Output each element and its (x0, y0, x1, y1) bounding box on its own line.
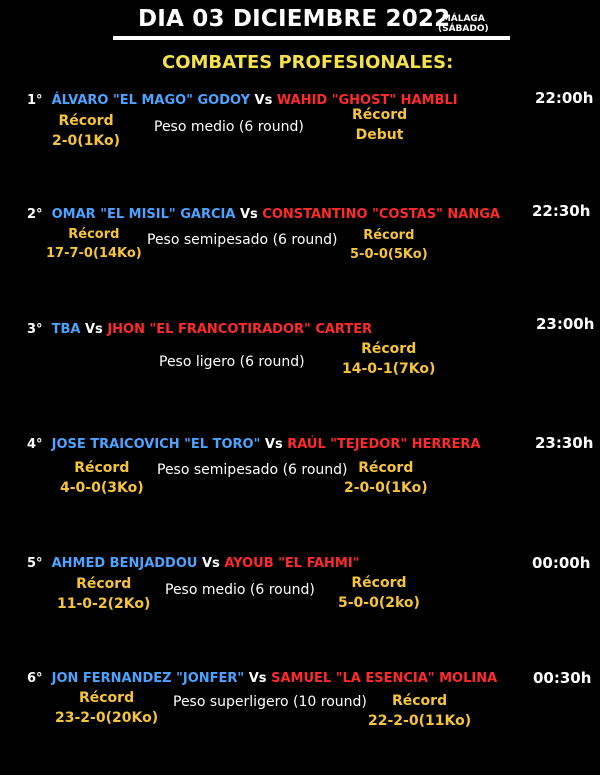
fighter-a-name: JOSE TRAICOVICH "EL TORO" (51, 437, 261, 452)
fight-5-weight-class: Peso medio (6 round) (165, 582, 315, 598)
fighter-a-name: TBA (51, 322, 81, 337)
fight-number: 3° (27, 322, 43, 337)
record-label: Récord (58, 113, 114, 129)
fight-number: 6° (27, 671, 43, 686)
vs-label: Vs (248, 671, 267, 686)
fight-2-record-a (46, 225, 142, 263)
fight-2-record-b (350, 226, 428, 264)
fight-4-weight-class: Peso semipesado (6 round) (157, 462, 348, 478)
record-label: Récord (76, 576, 132, 592)
fighter-b-name: AYOUB "EL FAHMI" (224, 556, 360, 571)
record-value: 17-7-0(14Ko) (46, 246, 142, 261)
fighter-b-name: CONSTANTINO "COSTAS" NANGA (262, 207, 500, 222)
fighter-b-name: RAÚL "TEJEDOR" HERRERA (287, 437, 481, 452)
fight-6-time: 00:30h (533, 669, 592, 687)
fighter-b-name: JHON "EL FRANCOTIRADOR" CARTER (107, 322, 373, 337)
record-value: 23-2-0(20Ko) (55, 710, 159, 726)
fight-4-record-a (60, 458, 144, 498)
fight-1-record-a (52, 111, 120, 151)
fight-5-time: 00:00h (532, 554, 591, 572)
record-value: Debut (355, 127, 404, 143)
fight-1-time: 22:00h (535, 89, 594, 107)
record-label: Récord (363, 228, 415, 243)
fight-6-record-a (55, 688, 158, 728)
fight-2-matchup (27, 207, 500, 222)
fight-3-record-b (342, 339, 435, 379)
fight-6-weight-class: Peso superligero (10 round) (173, 694, 367, 710)
vs-label: Vs (239, 207, 258, 222)
record-label: Récord (351, 575, 407, 591)
fight-2-weight-class: Peso semipesado (6 round) (147, 232, 338, 248)
vs-label: Vs (254, 93, 273, 108)
fight-2-time: 22:30h (532, 202, 591, 220)
event-city: MÁLAGA (441, 14, 485, 24)
fight-1-record-b (352, 105, 407, 145)
fight-4-matchup (27, 437, 480, 452)
record-value: 14-0-1(7Ko) (342, 361, 436, 377)
record-value: 5-0-0(2ko) (338, 595, 420, 611)
record-value: 11-0-2(2Ko) (57, 596, 151, 612)
vs-label: Vs (264, 437, 283, 452)
record-label: Récord (352, 107, 408, 123)
vs-label: Vs (201, 556, 220, 571)
fight-4-record-b (344, 458, 428, 498)
title-underline (113, 36, 510, 40)
fight-1-weight-class: Peso medio (6 round) (154, 119, 304, 135)
fight-number: 5° (27, 556, 43, 571)
fight-4-time: 23:30h (535, 434, 594, 452)
fighter-a-name: OMAR "EL MISIL" GARCIA (51, 207, 236, 222)
event-location (438, 14, 489, 34)
record-label: Récord (78, 690, 135, 706)
record-value: 2-0(1Ko) (52, 133, 121, 149)
event-weekday: (SÁBADO) (438, 24, 489, 34)
fight-3-weight-class: Peso ligero (6 round) (159, 354, 305, 370)
fight-3-time: 23:00h (536, 315, 595, 333)
fighter-b-name: SAMUEL "LA ESENCIA" MOLINA (271, 671, 498, 686)
record-label: Récord (74, 460, 130, 476)
fighter-b-name: WAHID "GHOST" HAMBLI (276, 93, 458, 108)
vs-label: Vs (84, 322, 103, 337)
fight-3-matchup (27, 322, 372, 337)
record-label: Récord (391, 693, 448, 709)
record-value: 4-0-0(3Ko) (60, 480, 144, 496)
record-label: Récord (358, 460, 414, 476)
fight-5-record-a (57, 574, 150, 614)
fight-number: 4° (27, 437, 43, 452)
fighter-a-name: AHMED BENJADDOU (51, 556, 198, 571)
record-label: Récord (68, 227, 120, 242)
fight-number: 1° (27, 93, 43, 108)
record-value: 2-0-0(1Ko) (344, 480, 428, 496)
fight-number: 2° (27, 207, 43, 222)
fight-5-record-b (338, 573, 420, 613)
record-label: Récord (361, 341, 417, 357)
fight-5-matchup (27, 556, 359, 571)
section-subtitle: COMBATES PROFESIONALES: (162, 52, 454, 73)
record-value: 22-2-0(11Ko) (368, 713, 472, 729)
record-value: 5-0-0(5Ko) (350, 247, 428, 262)
fighter-a-name: ÁLVARO "EL MAGO" GODOY (51, 93, 250, 108)
fight-6-record-b (368, 691, 471, 731)
fight-6-matchup (27, 671, 497, 686)
fighter-a-name: JON FERNANDEZ "JONFER" (51, 671, 245, 686)
event-date-title: DIA 03 DICIEMBRE 2022 (138, 6, 451, 32)
